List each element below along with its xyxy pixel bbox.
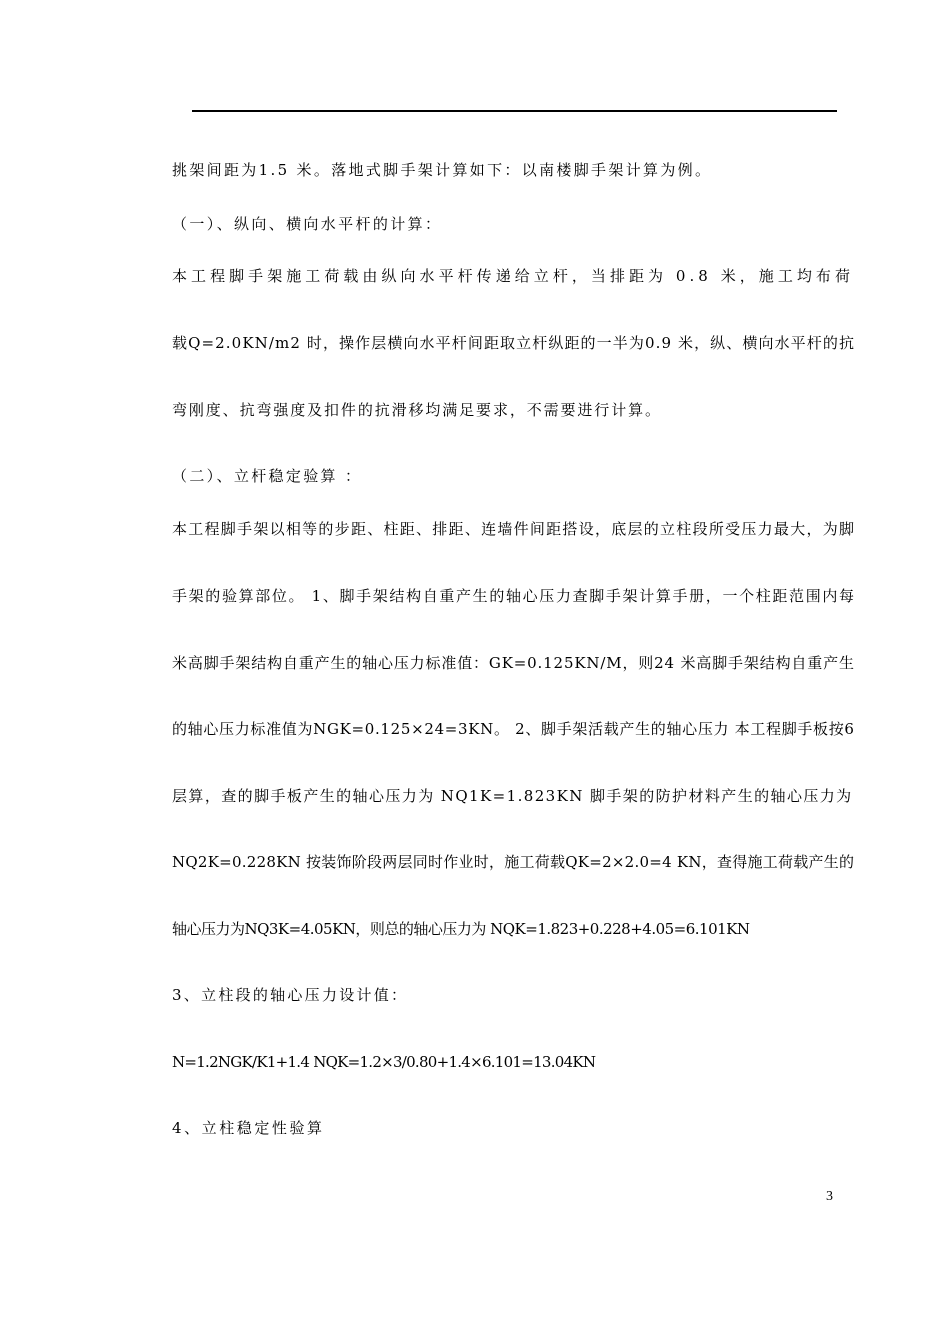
subheading-stability: 4、立柱稳定性验算 xyxy=(172,1119,325,1137)
header-rule xyxy=(192,110,837,112)
section-heading-2: （二）、立杆稳定验算 ： xyxy=(172,467,363,485)
text-line-4: 载Q=2.0KN/m2 时，操作层横向水平杆间距取立杆纵距的一半为0.9 米，纵、横向水平杆的抗 xyxy=(172,334,856,352)
section-heading-1: （一）、纵向、横向水平杆的计算： xyxy=(172,215,443,233)
text-line-8: 手架的验算部位。 1、脚手架结构自重产生的轴心压力查脚手架计算手册，一个柱距范围内每 xyxy=(172,587,856,605)
text-line-3: 本工程脚手架施工荷载由纵向水平杆传递给立杆，当排距为 0.8 米，施工均布荷 xyxy=(172,267,854,285)
text-line-11: 层算，查的脚手板产生的轴心压力为 NQ1K=1.823KN 脚手架的防护材料产生的轴心压力为 xyxy=(172,787,853,805)
text-line-1: 挑架间距为1.5 米。落地式脚手架计算如下：以南楼脚手架计算为例。 xyxy=(172,161,713,179)
text-line-5: 弯刚度、抗弯强度及扣件的抗滑移均满足要求，不需要进行计算。 xyxy=(172,401,662,419)
text-line-13: 轴心压力为NQ3K=4.05KN，则总的轴心压力为 NQK=1.823+0.228+4.05=6.101KN xyxy=(172,920,750,938)
formula-line: N=1.2NGK/K1+1.4 NQK=1.2×3/0.80+1.4×6.101=13.04KN xyxy=(172,1053,596,1071)
text-line-7: 本工程脚手架以相等的步距、柱距、排距、连墙件间距搭设，底层的立柱段所受压力最大，为脚 xyxy=(172,520,856,538)
text-line-12: NQ2K=0.228KN 按装饰阶段两层同时作业时，施工荷载QK=2×2.0=4 KN，查得施工荷载产生的 xyxy=(172,853,855,871)
page-number: 3 xyxy=(826,1189,833,1204)
text-line-10: 的轴心压力标准值为NGK=0.125×24=3KN。 2、脚手架活载产生的轴心压力 本工程脚手板按6 xyxy=(172,720,855,738)
formula-heading: 3、立柱段的轴心压力设计值： xyxy=(172,986,409,1004)
text-line-9: 米高脚手架结构自重产生的轴心压力标准值：GK=0.125KN/M，则24 米高脚手架结构自重产生 xyxy=(172,654,855,672)
